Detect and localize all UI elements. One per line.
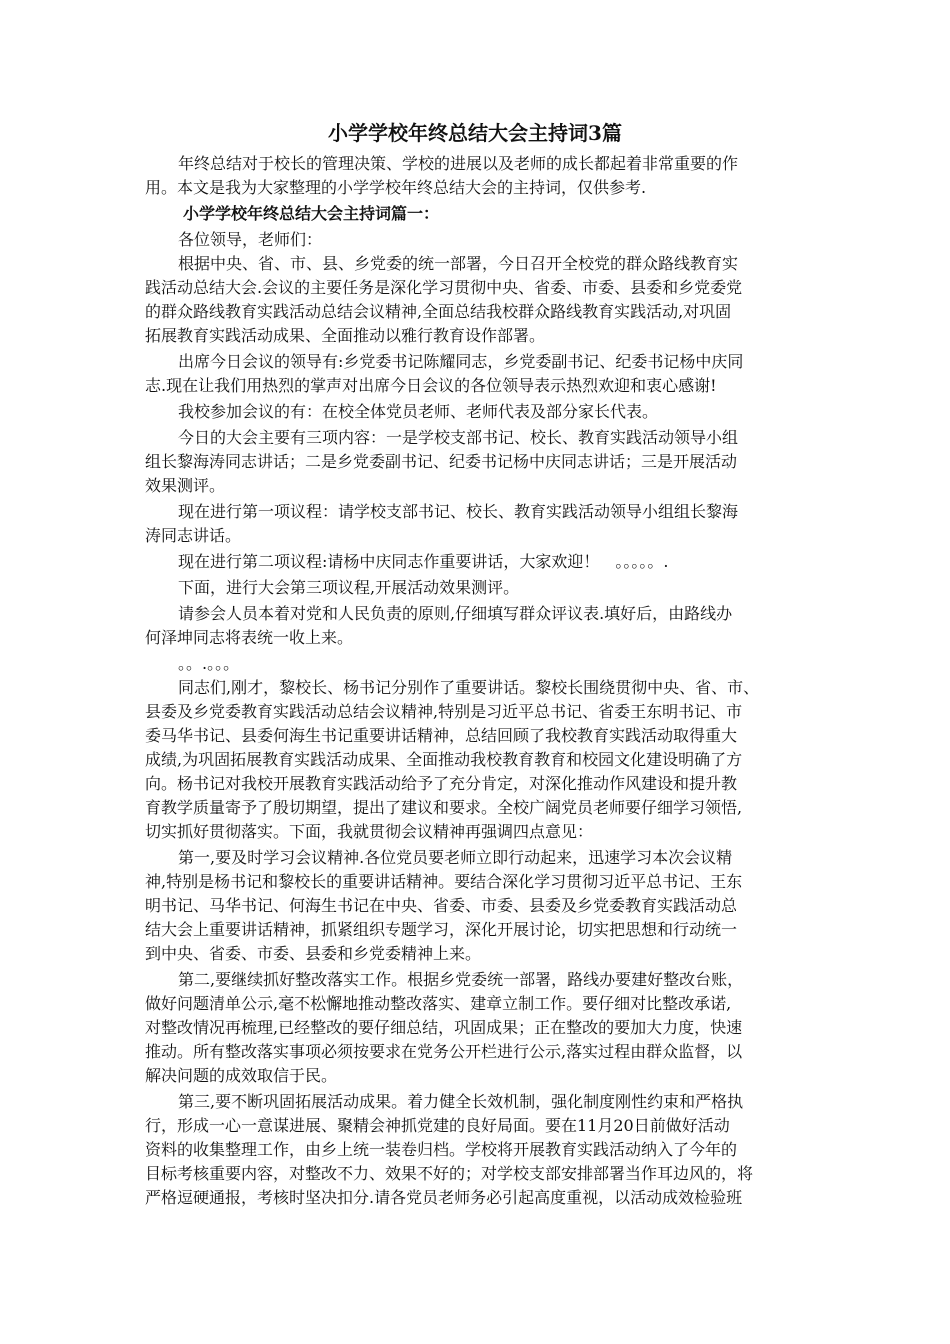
paragraph-line: 我校参加会议的有：在校全体党员老师、老师代表及部分家长代表。 bbox=[178, 402, 659, 421]
paragraph-line: 现在进行第一项议程：请学校支部书记、校长、教育实践活动领导小组组长黎海 bbox=[178, 502, 739, 521]
paragraph-line: 下面，进行大会第三项议程,开展活动效果测评。 bbox=[178, 578, 520, 597]
paragraph-line: 何泽坤同志将表统一收上来。 bbox=[145, 628, 354, 647]
paragraph-line: 到中央、省委、市委、县委和乡党委精神上来。 bbox=[145, 944, 482, 963]
paragraph-line: 效果测评。 bbox=[145, 476, 226, 495]
paragraph-line: 成绩,为巩固拓展教育实践活动成果、全面推动我校教育教育和校园文化建设明确了方 bbox=[145, 750, 743, 769]
paragraph-line: 切实抓好贯彻落实。下面，我就贯彻会议精神再强调四点意见： bbox=[145, 822, 594, 841]
paragraph-line: 涛同志讲话。 bbox=[145, 526, 242, 545]
paragraph-line: 。。.。。。 bbox=[178, 654, 240, 673]
paragraph-line: 各位领导，老师们： bbox=[178, 230, 323, 249]
paragraph-line: 育教学质量寄予了殷切期望，提出了建议和要求。全校广阔党员老师要仔细学习领悟, bbox=[145, 798, 743, 817]
paragraph-line: 资料的收集整理工作，由乡上统一装卷归档。学校将开展教育实践活动纳入了今年的 bbox=[145, 1140, 738, 1159]
paragraph-line: 目标考核重要内容，对整改不力、效果不好的；对学校支部安排部署当作耳边风的，将 bbox=[145, 1164, 754, 1183]
paragraph-line: 今日的大会主要有三项内容：一是学校支部书记、校长、教育实践活动领导小组 bbox=[178, 428, 739, 447]
paragraph-line: 第三,要不断巩固拓展活动成果。着力健全长效机制，强化制度刚性约束和严格执 bbox=[178, 1092, 744, 1111]
paragraph-line: 结大会上重要讲话精神，抓紧组织专题学习，深化开展讨论，切实把思想和行动统一 bbox=[145, 920, 738, 939]
paragraph-line: 现在进行第二项议程:请杨中庆同志作重要讲话，大家欢迎！ 。。。。。. bbox=[178, 552, 669, 571]
paragraph-line: 行，形成一心一意谋进展、聚精会神抓党建的良好局面。要在11月20日前做好活动 bbox=[145, 1116, 730, 1135]
paragraph-line: 第二,要继续抓好整改落实工作。根据乡党委统一部署，路线办要建好整改台账， bbox=[178, 970, 744, 989]
paragraph-line: 第一,要及时学习会议精神.各位党员要老师立即行动起来，迅速学习本次会议精 bbox=[178, 848, 733, 867]
document-title: 小学学校年终总结大会主持词3篇 bbox=[328, 121, 622, 145]
paragraph-line: 严格逗硬通报，考核时坚决扣分.请各党员老师务必引起高度重视，以活动成效检验班 bbox=[145, 1188, 743, 1207]
paragraph-line: 年终总结对于校长的管理决策、学校的进展以及老师的成长都起着非常重要的作 bbox=[178, 154, 739, 173]
paragraph-line: 用。本文是我为大家整理的小学学校年终总结大会的主持词，仅供参考. bbox=[145, 178, 647, 197]
paragraph-line: 解决问题的成效取信于民。 bbox=[145, 1066, 338, 1085]
paragraph-line: 拓展教育实践活动成果、全面推动以雅行教育设作部署。 bbox=[145, 326, 546, 345]
paragraph-line: 对整改情况再梳理,已经整改的要仔细总结，巩固成果；正在整改的要加大力度，快速 bbox=[145, 1018, 743, 1037]
paragraph-line: 组长黎海涛同志讲话；二是乡党委副书记、纪委书记杨中庆同志讲话；三是开展活动 bbox=[145, 452, 738, 471]
paragraph-line: 推动。所有整改落实事项必须按要求在党务公开栏进行公示,落实过程由群众监督，以 bbox=[145, 1042, 743, 1061]
paragraph-line: 请参会人员本着对党和人民负责的原则,仔细填写群众评议表.填好后，由路线办 bbox=[178, 604, 733, 623]
paragraph-line: 县委及乡党委教育实践活动总结会议精神,特别是习近平总书记、省委王东明书记、市 bbox=[145, 702, 743, 721]
paragraph-line: 神,特别是杨书记和黎校长的重要讲话精神。要结合深化学习贯彻习近平总书记、王东 bbox=[145, 872, 743, 891]
paragraph-line: 向。杨书记对我校开展教育实践活动给予了充分肯定，对深化推动作风建设和提升教 bbox=[145, 774, 738, 793]
paragraph-line: 的群众路线教育实践活动总结会议精神,全面总结我校群众路线教育实践活动,对巩固 bbox=[145, 302, 732, 321]
paragraph-line: 出席今日会议的领导有:乡党委书记陈耀同志，乡党委副书记、纪委书记杨中庆同 bbox=[178, 352, 744, 371]
paragraph-line: 践活动总结大会.会议的主要任务是深化学习贯彻中央、省委、市委、县委和乡党委党 bbox=[145, 278, 743, 297]
paragraph-line: 根据中央、省、市、县、乡党委的统一部署，今日召开全校党的群众路线教育实 bbox=[178, 254, 739, 273]
section-heading: 小学学校年终总结大会主持词篇一： bbox=[183, 204, 440, 223]
paragraph-line: 志.现在让我们用热烈的掌声对出席今日会议的各位领导表示热烈欢迎和衷心感谢! bbox=[145, 376, 717, 395]
paragraph-line: 做好问题清单公示,毫不松懈地推动整改落实、建章立制工作。要仔细对比整改承诺, bbox=[145, 994, 732, 1013]
paragraph-line: 明书记、马华书记、何海生书记在中央、省委、市委、县委及乡党委教育实践活动总 bbox=[145, 896, 738, 915]
paragraph-line: 委马华书记、县委何海生书记重要讲话精神，总结回顾了我校教育实践活动取得重大 bbox=[145, 726, 738, 745]
paragraph-line: 同志们,刚才，黎校长、杨书记分别作了重要讲话。黎校长围绕贯彻中央、省、市、 bbox=[178, 678, 760, 697]
